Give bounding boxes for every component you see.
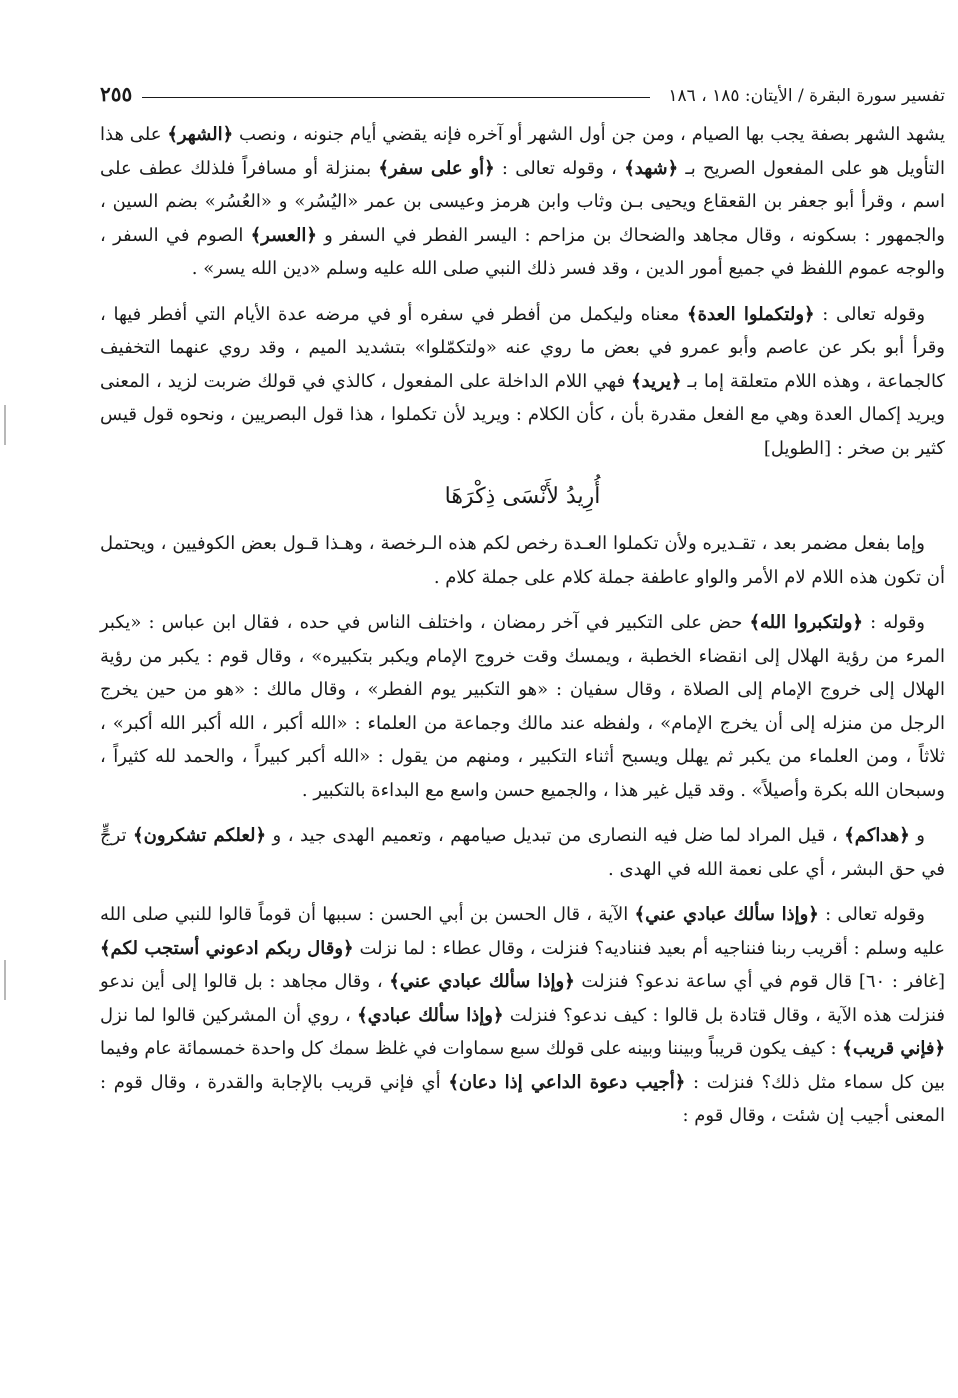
page-header	[100, 72, 945, 106]
paragraph-6: وقوله تعالى : ﴿وإذا سألك عبادي عني﴾ الآية ، قال الحسن بن أبي الحسن : سببها أن قوماً قالوا للنبي صلى الله عليه وسلم : أقريب ربنا فنناجيه أم بعيد فنناديه؟ فنزلت ، وقال عطاء : لما نزلت ﴿وقال ربكم ادعوني أستجب لكم﴾ [غافر : ٦٠] قال قوم في أي ساعة ندعو؟ فنزلت ﴿وإذا سألك عبادي عني﴾ ، وقال مجاهد : بل قالوا إلى أين ندعو فنزلت هذه الآية ، وقال قتادة بل قالوا : كيف ندعو؟ فنزلت ﴿وإذا سألك عبادي﴾ ، روي أن المشركين قالوا لما نزل ﴿فإني قريب﴾ : كيف يكون قريباً وبيننا وبينه على قولك سبع سماوات في غلظ سمك كل واحدة خمسمائة عام وفيما بين كل سماء مثل ذلك؟ فنزلت : ﴿أجيب دعوة الداعي إذا دعان﴾ أي فإني قريب بالإجابة والقدرة ، وقال قوم : المعنى أجيب إن شئت ، وقال قوم :	[100, 904, 946, 1126]
quran-quote: ﴿أو على سفر﴾	[378, 157, 495, 179]
quran-quote: ﴿فإني قريب﴾	[842, 1038, 945, 1059]
quran-quote: ﴿أجيب دعوة الداعي إذا دعان﴾	[448, 1071, 686, 1093]
quran-quote: ﴿وقال ربكم ادعوني أستجب لكم﴾	[100, 937, 354, 959]
header-rule	[142, 97, 650, 98]
quran-quote: ﴿الشهر﴾	[167, 124, 234, 145]
paragraph-5: و ﴿هداكم﴾ ، قيل المراد لما ضل فيه النصارى من تبديل صيامهم ، وتعميم الهدى جيد ، و ﴿لعلكم تشكرون﴾ ترجٍّ في حق البشر ، أي على نعمة الله في الهدى .	[100, 825, 945, 880]
quran-quote: ﴿وإذا سألك عبادي عني﴾	[634, 904, 819, 925]
poetry-verse: أُرِيدُ لأَنْسَى ذِكْرَهَا	[444, 484, 601, 509]
paragraph-2: وقوله تعالى : ﴿ولتكملوا العدة﴾ معناه وليكمل من أفطر في سفره أو في مرضه عدة الأيام التي أفطر فيها ، وقرأ أبو بكر عن عاصم وأبو عمرو في بعض ما روي عنه «ولتكمّلوا» بتشديد الميم ، وقد روي عنهما التخفيف كالجماعة ، وهذه اللام متعلقة إما بـ ﴿يريد﴾ فهي اللام الداخلة على المفعول ، كالذي في قولك ضربت لزيد ، المعنى ويريد إكمال العدة وهي مع الفعل مقدرة بأن ، كأن الكلام : ويريد لأن تكملوا ، هذا قول البصريين ، ونحوه قول قيس كثير بن صخر : [الطويل]	[100, 303, 945, 459]
paragraph-3: وإما بفعل مضمر بعد ، تقـديره ولأن تكملوا العـدة رخص لكم هذه الـرخصة ، وهـذا قـول بعض الكوفيين ، ويحتمل أن تكون هذه اللام لام الأمر والواو عاطفة جملة كلام على جملة كلام .	[100, 533, 945, 588]
quran-quote: ﴿ولتكملوا العدة﴾	[687, 303, 815, 325]
quran-quote: ﴿شهد﴾	[624, 157, 679, 179]
quran-quote: ﴿وإذا سألك عبادي﴾	[357, 1004, 504, 1026]
running-title: تفسير سورة البقرة / الأيتان: ١٨٥ ، ١٨٦	[668, 86, 945, 106]
paragraph-1: يشهد الشهر بصفة يجب بها الصيام ، ومن جن أول الشهر أو آخره فإنه يقضي أيام جنونه ، ونصب ﴿الشهر﴾ على هذا التأويل هو على المفعول الصريح بـ ﴿شهد﴾ ، وقوله تعالى : ﴿أو على سفر﴾ بمنزلة أو مسافراً فلذلك عطف على اسم ، وقرأ أبو جعفر بن القعقاع ويحيى بـن وثاب وابن هرمز وعيسى بن عمر «اليُسُر» و «العُسُر» بضم السين ، والجمهور : بسكونه ، وقال مجاهد والضحاك بن مزاحم : اليسر الفطر في السفر و ﴿العسر﴾ الصوم في السفر ، والوجه عموم اللفظ في جميع أمور الدين ، وقد فسر ذلك النبي صلى الله عليه وسلم «دين الله يسر» .	[100, 124, 946, 279]
quran-quote: ﴿ولتكبروا الله﴾	[749, 612, 863, 633]
quran-quote: ﴿وإذا سألك عبادي عني﴾	[389, 971, 575, 992]
scan-margin-mark	[4, 405, 6, 445]
paragraph-4: وقوله : ﴿ولتكبروا الله﴾ حض على التكبير في آخر رمضان ، واختلف الناس في حده ، فقال ابن عباس : «يكبر المرء من رؤية الهلال إلى انقضاء الخطبة ، ويمسك وقت خروج الإمام ويكبر بتكبيره» ، وقال قوم : يكبر من رؤية الهلال إلى خروج الإمام إلى الصلاة ، وقال سفيان : «هو التكبير يوم الفطر» ، وقال مالك : «هو من حين يخرج الرجل من منزله إلى أن يخرج الإمام» ، ولفظه عند مالك وجماعة من العلماء : «الله أكبر ، الله أكبر الله أكبر» ، ثلاثاً ، ومن العلماء من يكبر ثم يهلل ويسبح أثناء التكبير ، ومنهم من يقول : «الله أكبر كبيراً ، والحمد لله كثيراً ، وسبحان الله بكرة وأصيلاً» . وقد قيل غير هذا ، والجميع حسن واسع مع البداءة بالتكبير .	[100, 612, 945, 801]
quran-quote: ﴿هداكم﴾	[844, 825, 910, 846]
quran-quote: ﴿يريد﴾	[631, 370, 682, 392]
scan-margin-mark	[4, 960, 6, 1000]
page-number: ٢٥٥	[100, 82, 133, 106]
quran-quote: ﴿العسر﴾	[250, 224, 317, 246]
quran-quote: ﴿لعلكم تشكرون﴾	[133, 825, 267, 846]
page-body	[100, 118, 945, 1145]
